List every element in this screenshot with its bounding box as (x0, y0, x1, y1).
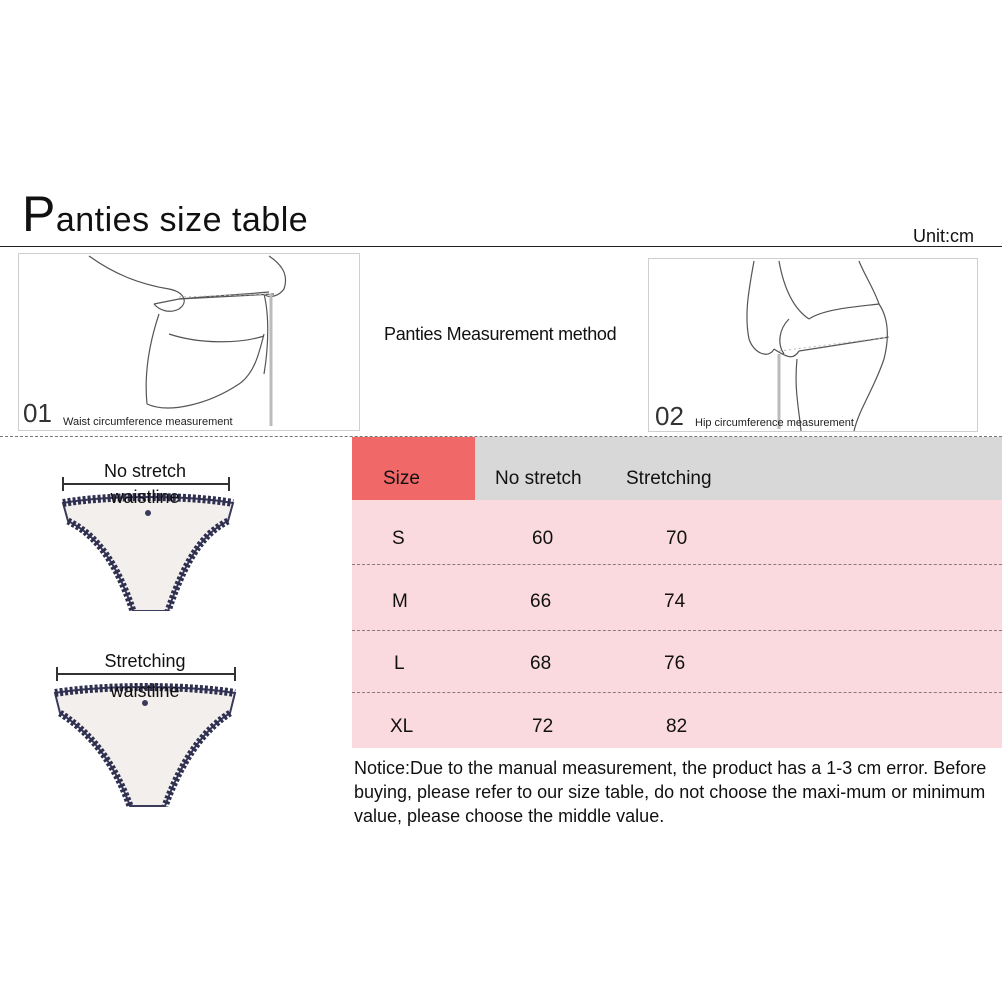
page-title (22, 185, 308, 243)
step-number-01: 01 (23, 398, 52, 428)
size-cell: XL (390, 716, 414, 737)
stretching-label: Stretching (104, 651, 186, 671)
waist-figure-image (19, 254, 359, 430)
measure-arrow (56, 667, 236, 681)
waistline-label: waistline (110, 681, 180, 701)
no-stretch-label: No stretch (103, 461, 187, 481)
size-cell: M (392, 591, 408, 612)
no-stretch-illustration (40, 455, 250, 615)
notice-text: Notice:Due to the manual measurement, the product has a 1-3 cm error. Before buying, please refer to our size table, do not choose the maxi-mum or minimum value, please choose the middle value. (354, 758, 987, 826)
no-stretch-cell: 68 (530, 653, 552, 674)
row-divider (352, 630, 1002, 631)
header-size: Size (383, 468, 420, 489)
size-cell: S (392, 528, 405, 549)
stretching-cell: 76 (664, 653, 686, 674)
hip-measurement-panel (648, 258, 978, 432)
stretching-cell: 70 (666, 528, 688, 549)
title-rest: anties size table (55, 201, 309, 239)
no-stretch-cell: 66 (530, 591, 552, 612)
step-number-02: 02 (655, 401, 684, 431)
unit-label: Unit:cm (912, 226, 974, 246)
waistline-label: waistline (110, 487, 180, 507)
size-cell: L (394, 653, 405, 674)
waist-caption: Waist circumference measurement (63, 416, 233, 428)
stretching-cell: 74 (664, 591, 686, 612)
stretching-illustration (40, 645, 250, 815)
header-no-stretch: No stretch (495, 468, 582, 489)
row-divider (352, 564, 1002, 565)
hip-caption: Hip circumference measurement (695, 417, 854, 429)
title-rule (0, 246, 1002, 247)
no-stretch-cell: 60 (532, 528, 554, 549)
panties-no-stretch-image (58, 491, 238, 611)
header-stretching: Stretching (626, 468, 712, 489)
hip-figure-image (649, 259, 977, 431)
stretching-cell: 82 (666, 716, 688, 737)
no-stretch-cell: 72 (532, 716, 554, 737)
row-divider (352, 692, 1002, 693)
measurement-method-label: Panties Measurement method (384, 324, 617, 344)
title-first-letter: P (22, 186, 56, 242)
waist-measurement-panel (18, 253, 360, 431)
